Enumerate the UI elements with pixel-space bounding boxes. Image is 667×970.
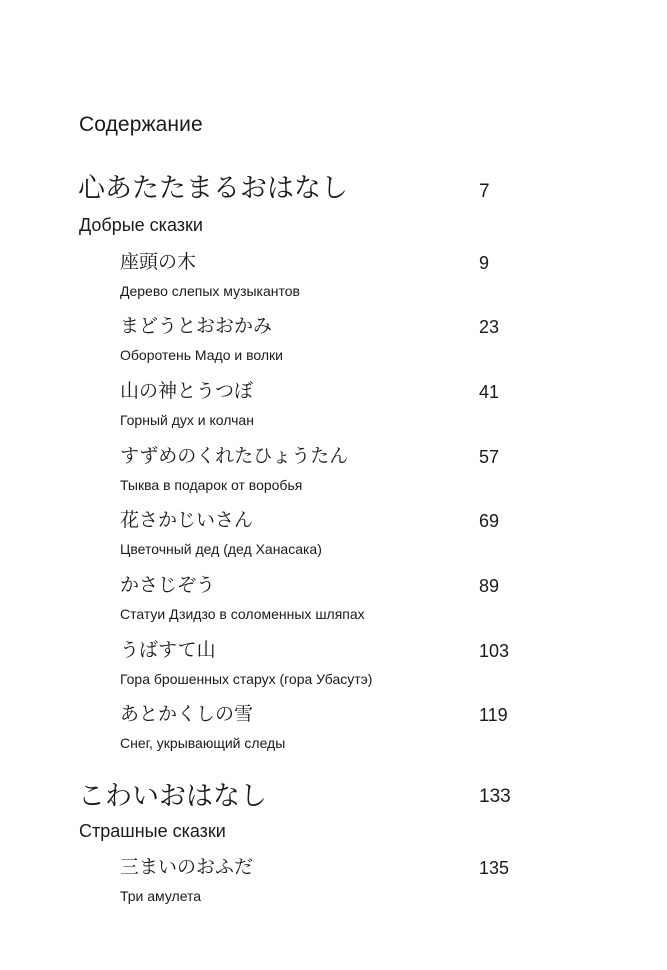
toc-entry-page: 41	[479, 382, 500, 402]
toc-entry-page: 23	[479, 317, 500, 337]
page-title: Содержание	[79, 113, 203, 136]
toc-entry-jp: 山の神とうつぼ	[120, 380, 254, 402]
section-2-page-number: 133	[479, 786, 511, 807]
section-1-page-number: 7	[479, 181, 490, 202]
toc-entry-page: 135	[479, 858, 510, 878]
section-1-title-jp: 心あたたまるおはなし	[78, 173, 348, 204]
toc-entry-page: 89	[479, 576, 500, 596]
toc-entry-jp: うばすて山	[120, 639, 216, 661]
toc-entry-page: 9	[479, 253, 490, 273]
toc-entry-ru: Гора брошенных старух (гора Убасутэ)	[120, 671, 373, 687]
toc-entry-ru: Оборотень Мадо и волки	[120, 347, 283, 363]
toc-entry-page: 103	[479, 641, 510, 661]
toc-entry-jp: 座頭の木	[120, 251, 197, 273]
toc-entry-ru: Цветочный дед (дед Ханасака)	[120, 541, 322, 557]
toc-entry-ru: Снег, укрывающий следы	[120, 735, 286, 751]
toc-entry-jp: まどうとおおかみ	[120, 315, 273, 337]
toc-entry-ru: Дерево слепых музыкантов	[120, 283, 300, 299]
toc-entry-page: 119	[479, 705, 508, 725]
toc-entry-ru: Горный дух и колчан	[120, 412, 254, 428]
toc-entry-page: 57	[479, 447, 500, 467]
toc-entry-jp: かさじぞう	[120, 574, 216, 596]
toc-entry-ru: Три амулета	[120, 888, 202, 904]
toc-entry-ru: Статуи Дзидзо в соломенных шляпах	[120, 606, 365, 622]
toc-entry-jp: 三まいのおふだ	[120, 856, 254, 878]
toc-entry-ru: Тыква в подарок от воробья	[120, 477, 303, 493]
toc-entry-page: 69	[479, 511, 500, 531]
section-2-title-ru: Страшные сказки	[79, 821, 226, 841]
section-2-title-jp: こわいおはなし	[78, 781, 267, 812]
toc-entry-jp: すずめのくれたひょうたん	[120, 445, 349, 467]
section-1-title-ru: Добрые сказки	[79, 215, 203, 235]
toc-entry-jp: あとかくしの雪	[120, 703, 254, 725]
toc-entry-jp: 花さかじいさん	[120, 509, 254, 531]
